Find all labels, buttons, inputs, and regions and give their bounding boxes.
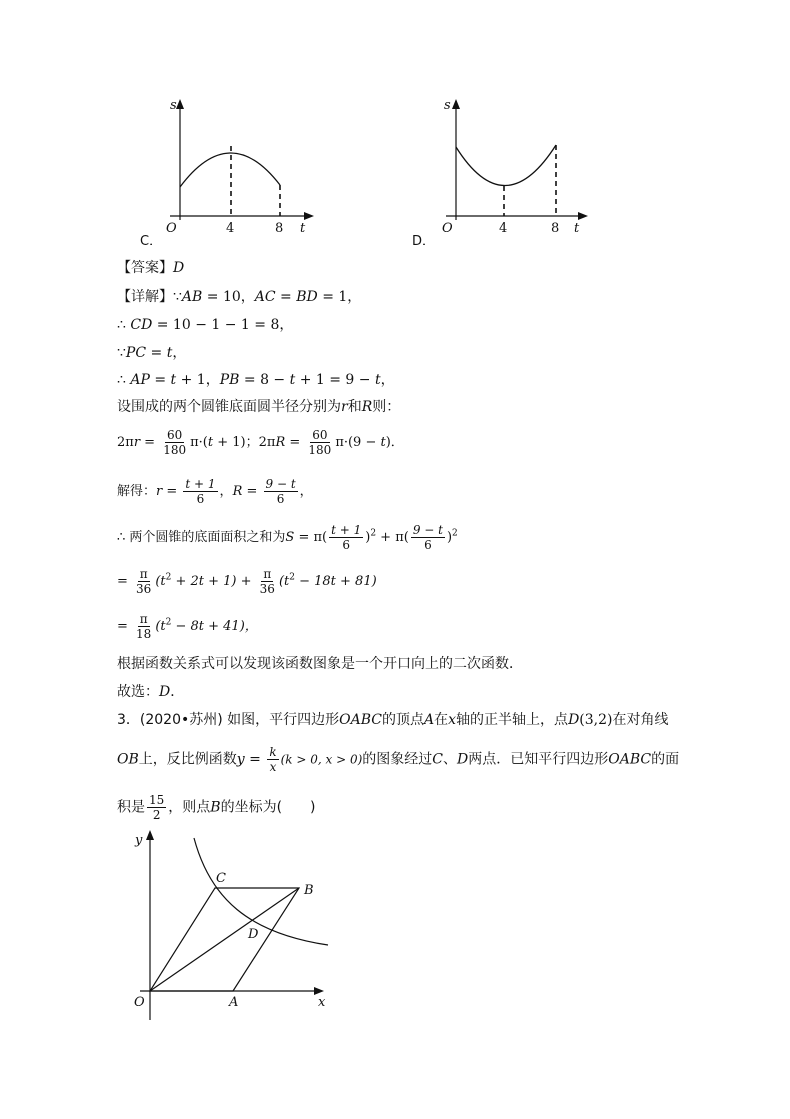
label-d: D <box>248 927 259 942</box>
x-axis-arrow <box>304 212 314 220</box>
solution-line-2: ∴ CD = 10 − 1 − 1 = 8， <box>117 317 294 333</box>
solution-line-9: = $\frac{\pi}{36}$ $(t^2 + 2t + 1)$ + $\frac{\pi}{36}$ $(t^2 - 18t + 81)$ <box>117 567 377 596</box>
option-label-d: D． <box>412 234 436 245</box>
solution-line-10: = $\frac{\pi}{18}$ $(t^2 - 8t + 41)$， <box>117 612 258 641</box>
solution-line-4: ∴ AP = t + 1，PB = 8 − t + 1 = 9 − t， <box>117 372 395 388</box>
option-label-c: C． <box>140 234 163 245</box>
solution-line-7: 解得：r = $\frac{t + 1}{6}$ ，R = $\frac{9 - t}{6}$ ， <box>117 477 313 506</box>
y-axis-arrow <box>146 830 154 840</box>
y-axis-arrow <box>452 99 460 109</box>
axis-label-s: s <box>170 98 177 113</box>
solution-line-1: 【详解】∵AB = 10，AC = BD = 1， <box>117 289 362 305</box>
fraction: $\frac{60}{180}$ <box>308 428 332 457</box>
label-c: C <box>216 871 226 886</box>
answer-label: 【答案】 <box>117 260 173 276</box>
graph-option-c <box>140 95 330 245</box>
origin-label: O <box>442 221 453 236</box>
problem-3-line-2: OB上，反比例函数y = $\frac{k}{x}$ (k > 0, x > 0)的图象经过C、D两点．已知平行四边形OABC的面 <box>117 745 680 774</box>
label-x: x <box>318 995 326 1010</box>
fraction: $\frac{\pi}{18}$ <box>136 612 152 641</box>
curve-d <box>456 145 556 186</box>
solution-line-3: ∵PC = t， <box>117 345 187 361</box>
fraction: $\frac{15}{2}$ <box>149 793 165 822</box>
fraction: $\frac{k}{x}$ <box>269 745 277 774</box>
label-o: O <box>134 995 145 1010</box>
answer-value: D <box>173 260 185 276</box>
solution-line-11: 根据函数关系式可以发现该函数图象是一个开口向上的二次函数． <box>117 656 523 672</box>
x-axis-arrow <box>578 212 588 220</box>
problem-3-line-1: 3．(2020•苏州) 如图，平行四边形OABC的顶点A在x轴的正半轴上，点D(3,2)在对角线 <box>117 712 669 728</box>
axis-label-s: s <box>444 98 451 113</box>
tick-label-4: 4 <box>499 221 508 236</box>
curve-c <box>180 153 280 187</box>
x-axis-arrow <box>314 987 324 995</box>
y-axis-arrow <box>176 99 184 109</box>
label-y: y <box>135 833 143 848</box>
answer-line <box>117 258 184 278</box>
fraction: $\frac{60}{180}$ <box>163 428 187 457</box>
axis-label-t: t <box>300 221 306 236</box>
solution-line-12: 故选：D． <box>117 684 185 700</box>
solution-line-6: 2πr = $\frac{60}{180}$ π·(t + 1)；2πR = $\frac{60}{180}$ π·(9 − t)． <box>117 428 404 457</box>
axis-label-t: t <box>574 221 580 236</box>
label-b: B <box>304 883 314 898</box>
fraction: $\frac{t + 1}{6}$ <box>331 523 362 552</box>
fraction: $\frac{\pi}{36}$ <box>259 567 275 596</box>
tick-label-4: 4 <box>226 221 235 236</box>
fraction: $\frac{9 - t}{6}$ <box>412 523 443 552</box>
solution-line-8: ∴ 两个圆锥的底面面积之和为S = π( $\frac{t + 1}{6}$ )$^2$ + π( $\frac{9 - t}{6}$ )$^2$ <box>117 523 458 552</box>
diagonal-ob <box>150 888 299 991</box>
fraction: $\frac{\pi}{36}$ <box>136 567 152 596</box>
fraction: $\frac{t + 1}{6}$ <box>185 477 216 506</box>
graph-option-d <box>412 95 602 245</box>
fraction: $\frac{9 - t}{6}$ <box>265 477 296 506</box>
solution-line-5: 设围成的两个圆锥底面圆半径分别为r和R则： <box>117 399 401 415</box>
label-a: A <box>229 995 239 1010</box>
figure-parallelogram <box>118 828 343 1028</box>
problem-3-line-3: 积是 $\frac{15}{2}$ ，则点B的坐标为( ) <box>117 793 316 822</box>
tick-label-8: 8 <box>551 221 560 236</box>
origin-label: O <box>166 221 177 236</box>
tick-label-8: 8 <box>275 221 284 236</box>
solution-label: 【详解】 <box>117 289 173 305</box>
